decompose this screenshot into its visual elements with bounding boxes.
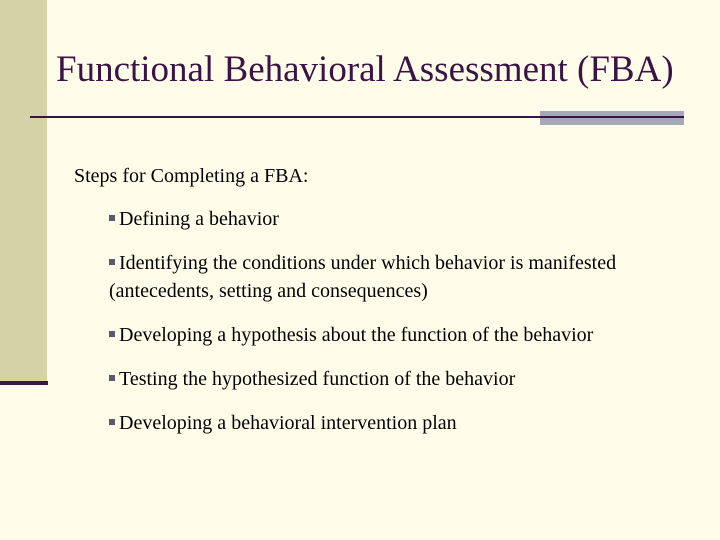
step-item-identifying [109, 249, 669, 305]
step-text: Developing a behavioral intervention plan [119, 412, 457, 434]
step-item-intervention-plan [109, 409, 669, 437]
square-bullet-icon [109, 259, 115, 265]
left-decorative-bar [0, 0, 47, 382]
step-text: Testing the hypothesized function of the behavior [119, 368, 516, 390]
step-item-testing [109, 365, 669, 393]
step-text: Developing a hypothesis about the function of the behavior [119, 324, 594, 346]
step-item-defining [109, 205, 669, 233]
square-bullet-icon [109, 331, 115, 337]
square-bullet-icon [109, 215, 115, 221]
step-text: Defining a behavior [119, 208, 279, 230]
title-divider-line [30, 116, 540, 118]
title-divider-accent [540, 111, 684, 125]
square-bullet-icon [109, 375, 115, 381]
slide-title: Functional Behavioral Assessment (FBA) [56, 49, 674, 90]
square-bullet-icon [109, 419, 115, 425]
step-item-hypothesis [109, 321, 669, 349]
left-bar-underline [0, 381, 48, 385]
step-text: Identifying the conditions under which behavior is manifested (antecedents, setting and consequences) [109, 252, 617, 302]
steps-list [109, 205, 669, 453]
steps-intro: Steps for Completing a FBA: [74, 165, 309, 187]
